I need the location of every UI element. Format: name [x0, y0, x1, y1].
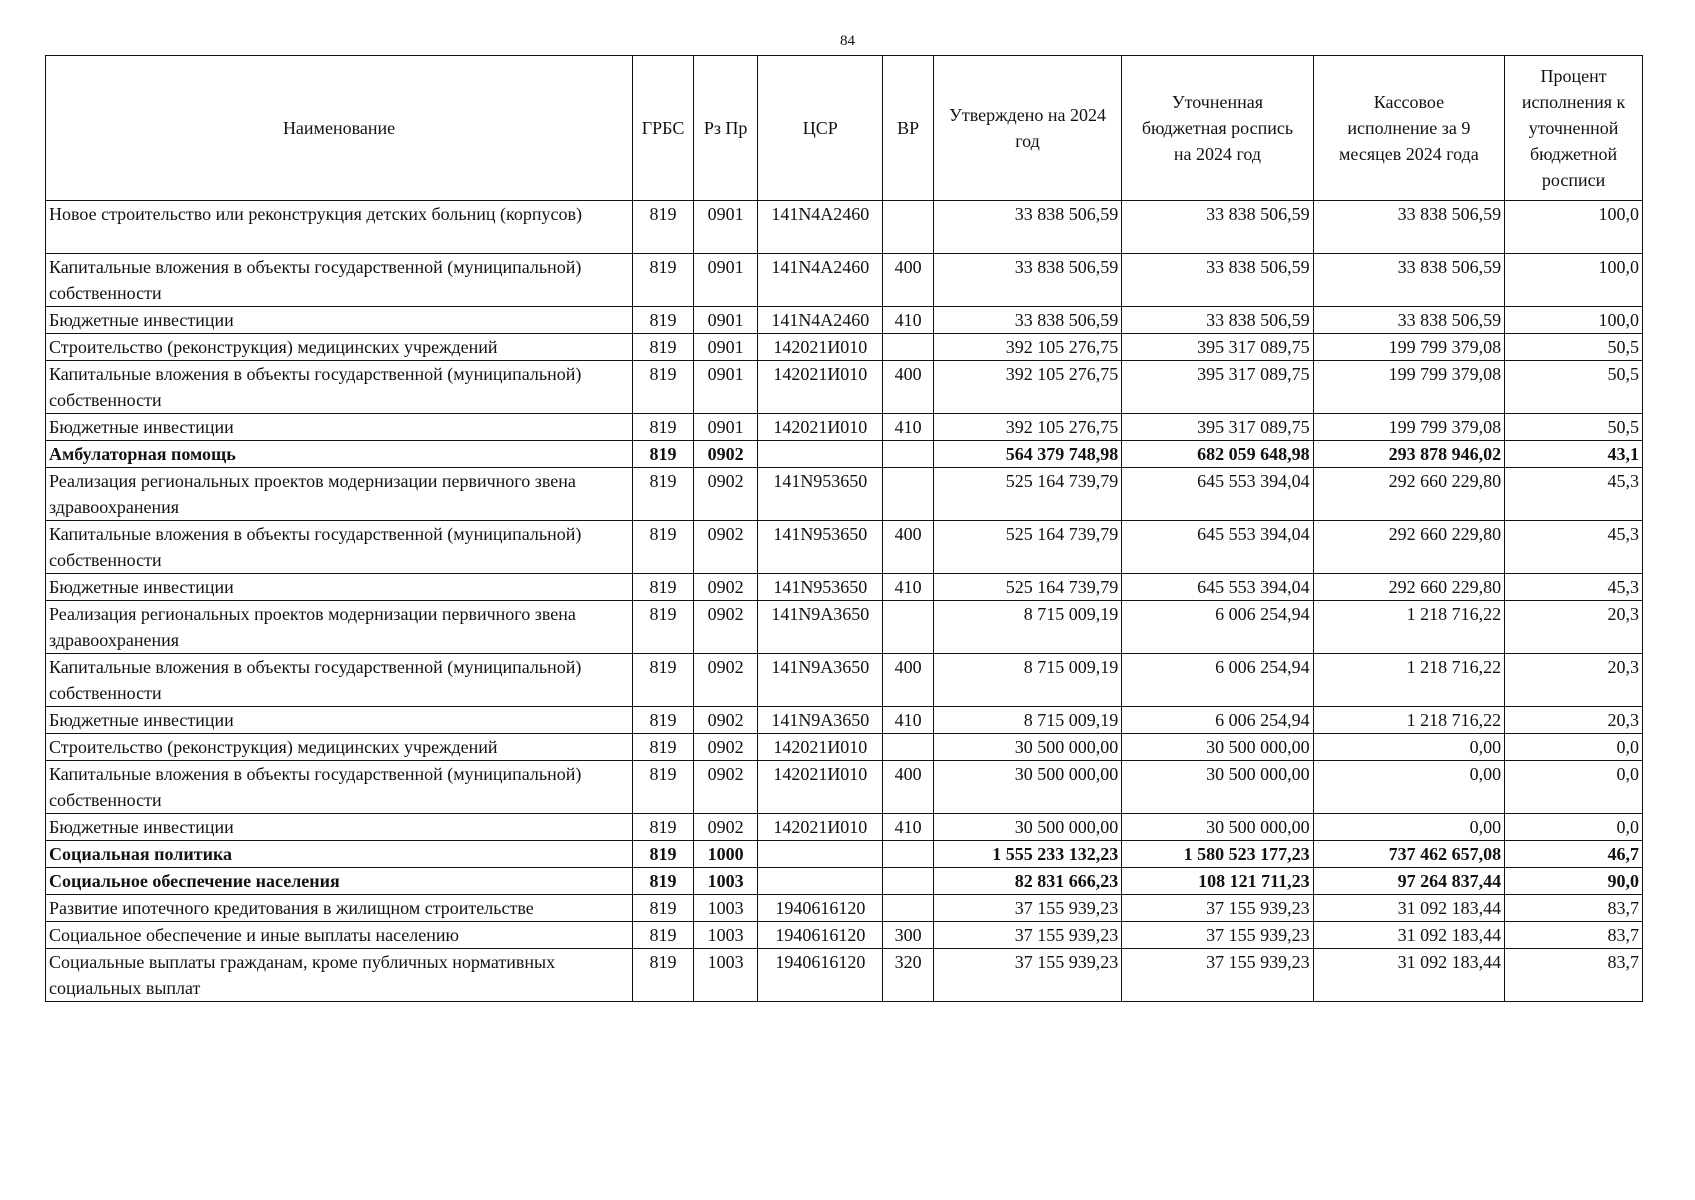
- cell-refined: 645 553 394,04: [1122, 468, 1313, 521]
- cell-csr: 141N4A2460: [758, 307, 883, 334]
- cell-vr: [883, 201, 933, 254]
- cell-cash: 0,00: [1313, 814, 1504, 841]
- cell-vr: [883, 441, 933, 468]
- cell-cash: 737 462 657,08: [1313, 841, 1504, 868]
- table-row: [46, 414, 1643, 441]
- cell-name: Амбулаторная помощь: [46, 441, 633, 468]
- cell-refined: 645 553 394,04: [1122, 521, 1313, 574]
- cell-name: Реализация региональных проектов модернизации первичного звена здравоохранения: [46, 468, 633, 521]
- cell-percent: 0,0: [1505, 734, 1643, 761]
- cell-name: Бюджетные инвестиции: [46, 814, 633, 841]
- cell-percent: 45,3: [1505, 468, 1643, 521]
- cell-cash: 1 218 716,22: [1313, 601, 1504, 654]
- cell-approved: 30 500 000,00: [933, 814, 1121, 841]
- cell-grbs: 819: [633, 601, 694, 654]
- cell-approved: 8 715 009,19: [933, 707, 1121, 734]
- cell-vr: 400: [883, 761, 933, 814]
- cell-rzpr: 1003: [694, 895, 758, 922]
- cell-cash: 0,00: [1313, 734, 1504, 761]
- cell-vr: 410: [883, 307, 933, 334]
- cell-approved: 525 164 739,79: [933, 574, 1121, 601]
- table-row: [46, 654, 1643, 707]
- table-row: [46, 441, 1643, 468]
- table-row: [46, 895, 1643, 922]
- cell-approved: 525 164 739,79: [933, 521, 1121, 574]
- cell-name: Строительство (реконструкция) медицинских учреждений: [46, 334, 633, 361]
- header-percent: Процент исполнения к уточненной бюджетной росписи: [1505, 56, 1643, 201]
- cell-cash: 33 838 506,59: [1313, 307, 1504, 334]
- cell-vr: 400: [883, 521, 933, 574]
- cell-csr: 142021И010: [758, 414, 883, 441]
- table-row: [46, 574, 1643, 601]
- cell-refined: 6 006 254,94: [1122, 654, 1313, 707]
- cell-csr: [758, 868, 883, 895]
- cell-csr: 141N4A2460: [758, 254, 883, 307]
- cell-name: Строительство (реконструкция) медицинских учреждений: [46, 734, 633, 761]
- cell-vr: 320: [883, 949, 933, 1002]
- cell-rzpr: 1000: [694, 841, 758, 868]
- cell-name: Социальное обеспечение и иные выплаты населению: [46, 922, 633, 949]
- cell-approved: 564 379 748,98: [933, 441, 1121, 468]
- cell-csr: 142021И010: [758, 761, 883, 814]
- cell-csr: 141N4A2460: [758, 201, 883, 254]
- cell-approved: 30 500 000,00: [933, 734, 1121, 761]
- cell-vr: [883, 334, 933, 361]
- cell-csr: 141N9A3650: [758, 601, 883, 654]
- cell-grbs: 819: [633, 254, 694, 307]
- cell-csr: 142021И010: [758, 334, 883, 361]
- cell-percent: 50,5: [1505, 414, 1643, 441]
- cell-cash: 292 660 229,80: [1313, 574, 1504, 601]
- cell-name: Капитальные вложения в объекты государственной (муниципальной) собственности: [46, 361, 633, 414]
- page-number: 84: [840, 33, 855, 49]
- cell-rzpr: 0901: [694, 254, 758, 307]
- cell-rzpr: 0901: [694, 307, 758, 334]
- cell-grbs: 819: [633, 414, 694, 441]
- cell-percent: 43,1: [1505, 441, 1643, 468]
- cell-percent: 83,7: [1505, 922, 1643, 949]
- cell-cash: 199 799 379,08: [1313, 414, 1504, 441]
- cell-vr: [883, 601, 933, 654]
- header-grbs: ГРБС: [633, 56, 694, 201]
- cell-csr: 1940616120: [758, 949, 883, 1002]
- cell-grbs: 819: [633, 814, 694, 841]
- cell-refined: 108 121 711,23: [1122, 868, 1313, 895]
- cell-percent: 20,3: [1505, 654, 1643, 707]
- cell-percent: 45,3: [1505, 574, 1643, 601]
- cell-name: Социальная политика: [46, 841, 633, 868]
- cell-name: Капитальные вложения в объекты государственной (муниципальной) собственности: [46, 521, 633, 574]
- cell-vr: 400: [883, 654, 933, 707]
- cell-csr: 142021И010: [758, 734, 883, 761]
- table-body: [46, 201, 1643, 1002]
- cell-refined: 395 317 089,75: [1122, 361, 1313, 414]
- cell-percent: 83,7: [1505, 895, 1643, 922]
- cell-vr: 300: [883, 922, 933, 949]
- cell-cash: 31 092 183,44: [1313, 949, 1504, 1002]
- cell-vr: 410: [883, 414, 933, 441]
- cell-percent: 100,0: [1505, 254, 1643, 307]
- table-row: [46, 734, 1643, 761]
- cell-cash: 97 264 837,44: [1313, 868, 1504, 895]
- cell-csr: 1940616120: [758, 922, 883, 949]
- table-row: [46, 949, 1643, 1002]
- cell-rzpr: 0901: [694, 361, 758, 414]
- cell-cash: 292 660 229,80: [1313, 521, 1504, 574]
- cell-refined: 395 317 089,75: [1122, 334, 1313, 361]
- cell-vr: [883, 895, 933, 922]
- cell-refined: 33 838 506,59: [1122, 201, 1313, 254]
- cell-approved: 37 155 939,23: [933, 895, 1121, 922]
- cell-rzpr: 0902: [694, 468, 758, 521]
- table-row: [46, 521, 1643, 574]
- cell-rzpr: 0902: [694, 707, 758, 734]
- cell-approved: 37 155 939,23: [933, 922, 1121, 949]
- table-row: [46, 841, 1643, 868]
- cell-percent: 20,3: [1505, 601, 1643, 654]
- cell-vr: [883, 868, 933, 895]
- cell-cash: 0,00: [1313, 761, 1504, 814]
- cell-refined: 30 500 000,00: [1122, 734, 1313, 761]
- cell-approved: 392 105 276,75: [933, 334, 1121, 361]
- cell-cash: 292 660 229,80: [1313, 468, 1504, 521]
- cell-refined: 33 838 506,59: [1122, 307, 1313, 334]
- table-row: [46, 307, 1643, 334]
- cell-csr: 141N9A3650: [758, 707, 883, 734]
- cell-percent: 20,3: [1505, 707, 1643, 734]
- table-row: [46, 468, 1643, 521]
- cell-approved: 33 838 506,59: [933, 201, 1121, 254]
- cell-refined: 37 155 939,23: [1122, 922, 1313, 949]
- cell-cash: 293 878 946,02: [1313, 441, 1504, 468]
- cell-rzpr: 0901: [694, 201, 758, 254]
- header-rzpr: Рз Пр: [694, 56, 758, 201]
- cell-approved: 8 715 009,19: [933, 654, 1121, 707]
- cell-vr: 410: [883, 574, 933, 601]
- cell-refined: 30 500 000,00: [1122, 814, 1313, 841]
- cell-vr: 410: [883, 814, 933, 841]
- cell-percent: 100,0: [1505, 201, 1643, 254]
- header-vr: ВР: [883, 56, 933, 201]
- cell-approved: 1 555 233 132,23: [933, 841, 1121, 868]
- cell-grbs: 819: [633, 868, 694, 895]
- cell-name: Социальное обеспечение населения: [46, 868, 633, 895]
- cell-grbs: 819: [633, 949, 694, 1002]
- cell-grbs: 819: [633, 574, 694, 601]
- cell-approved: 392 105 276,75: [933, 361, 1121, 414]
- cell-name: Реализация региональных проектов модернизации первичного звена здравоохранения: [46, 601, 633, 654]
- cell-csr: 141N953650: [758, 574, 883, 601]
- cell-approved: 33 838 506,59: [933, 307, 1121, 334]
- cell-grbs: 819: [633, 654, 694, 707]
- cell-name: Новое строительство или реконструкция детских больниц (корпусов): [46, 201, 633, 254]
- table-row: [46, 761, 1643, 814]
- header-csr: ЦСР: [758, 56, 883, 201]
- cell-rzpr: 1003: [694, 922, 758, 949]
- table-row: [46, 201, 1643, 254]
- cell-csr: 141N953650: [758, 521, 883, 574]
- budget-table-container: [45, 55, 1643, 1002]
- cell-name: Социальные выплаты гражданам, кроме публичных нормативных социальных выплат: [46, 949, 633, 1002]
- cell-grbs: 819: [633, 734, 694, 761]
- cell-rzpr: 1003: [694, 868, 758, 895]
- cell-cash: 1 218 716,22: [1313, 707, 1504, 734]
- cell-percent: 46,7: [1505, 841, 1643, 868]
- cell-vr: 410: [883, 707, 933, 734]
- cell-rzpr: 0902: [694, 601, 758, 654]
- budget-table: [45, 55, 1643, 1002]
- cell-rzpr: 0902: [694, 654, 758, 707]
- cell-cash: 31 092 183,44: [1313, 922, 1504, 949]
- cell-grbs: 819: [633, 468, 694, 521]
- header-approved: Утверждено на 2024 год: [933, 56, 1121, 201]
- cell-rzpr: 0901: [694, 414, 758, 441]
- cell-rzpr: 0902: [694, 521, 758, 574]
- cell-vr: 400: [883, 254, 933, 307]
- cell-refined: 30 500 000,00: [1122, 761, 1313, 814]
- cell-percent: 0,0: [1505, 761, 1643, 814]
- cell-csr: 142021И010: [758, 361, 883, 414]
- cell-refined: 33 838 506,59: [1122, 254, 1313, 307]
- cell-vr: 400: [883, 361, 933, 414]
- cell-name: Капитальные вложения в объекты государственной (муниципальной) собственности: [46, 761, 633, 814]
- cell-grbs: 819: [633, 761, 694, 814]
- cell-csr: 141N9A3650: [758, 654, 883, 707]
- cell-approved: 392 105 276,75: [933, 414, 1121, 441]
- table-row: [46, 868, 1643, 895]
- table-row: [46, 814, 1643, 841]
- cell-vr: [883, 734, 933, 761]
- cell-grbs: 819: [633, 521, 694, 574]
- cell-rzpr: 0902: [694, 441, 758, 468]
- cell-rzpr: 0902: [694, 814, 758, 841]
- table-row: [46, 254, 1643, 307]
- cell-refined: 1 580 523 177,23: [1122, 841, 1313, 868]
- cell-approved: 37 155 939,23: [933, 949, 1121, 1002]
- cell-refined: 6 006 254,94: [1122, 707, 1313, 734]
- cell-grbs: 819: [633, 334, 694, 361]
- table-header: [46, 56, 1643, 201]
- cell-name: Бюджетные инвестиции: [46, 707, 633, 734]
- cell-vr: [883, 841, 933, 868]
- cell-csr: 141N953650: [758, 468, 883, 521]
- table-row: [46, 361, 1643, 414]
- cell-refined: 645 553 394,04: [1122, 574, 1313, 601]
- header-cash: Кассовое исполнение за 9 месяцев 2024 года: [1313, 56, 1504, 201]
- cell-cash: 33 838 506,59: [1313, 254, 1504, 307]
- cell-percent: 90,0: [1505, 868, 1643, 895]
- cell-cash: 199 799 379,08: [1313, 361, 1504, 414]
- cell-grbs: 819: [633, 707, 694, 734]
- cell-grbs: 819: [633, 895, 694, 922]
- cell-refined: 395 317 089,75: [1122, 414, 1313, 441]
- header-refined: Уточненная бюджетная роспись на 2024 год: [1122, 56, 1313, 201]
- cell-grbs: 819: [633, 922, 694, 949]
- table-row: [46, 601, 1643, 654]
- cell-percent: 83,7: [1505, 949, 1643, 1002]
- cell-rzpr: 0901: [694, 334, 758, 361]
- cell-cash: 33 838 506,59: [1313, 201, 1504, 254]
- cell-csr: 142021И010: [758, 814, 883, 841]
- cell-grbs: 819: [633, 307, 694, 334]
- cell-csr: 1940616120: [758, 895, 883, 922]
- cell-grbs: 819: [633, 201, 694, 254]
- cell-percent: 50,5: [1505, 334, 1643, 361]
- cell-approved: 525 164 739,79: [933, 468, 1121, 521]
- cell-approved: 33 838 506,59: [933, 254, 1121, 307]
- cell-percent: 45,3: [1505, 521, 1643, 574]
- cell-grbs: 819: [633, 361, 694, 414]
- cell-approved: 8 715 009,19: [933, 601, 1121, 654]
- cell-name: Капитальные вложения в объекты государственной (муниципальной) собственности: [46, 254, 633, 307]
- cell-percent: 50,5: [1505, 361, 1643, 414]
- cell-cash: 199 799 379,08: [1313, 334, 1504, 361]
- cell-cash: 1 218 716,22: [1313, 654, 1504, 707]
- cell-name: Бюджетные инвестиции: [46, 574, 633, 601]
- cell-vr: [883, 468, 933, 521]
- cell-refined: 37 155 939,23: [1122, 895, 1313, 922]
- cell-name: Развитие ипотечного кредитования в жилищном строительстве: [46, 895, 633, 922]
- cell-rzpr: 1003: [694, 949, 758, 1002]
- cell-name: Бюджетные инвестиции: [46, 307, 633, 334]
- cell-csr: [758, 441, 883, 468]
- cell-refined: 37 155 939,23: [1122, 949, 1313, 1002]
- cell-approved: 82 831 666,23: [933, 868, 1121, 895]
- cell-refined: 6 006 254,94: [1122, 601, 1313, 654]
- cell-cash: 31 092 183,44: [1313, 895, 1504, 922]
- cell-percent: 100,0: [1505, 307, 1643, 334]
- cell-grbs: 819: [633, 441, 694, 468]
- cell-percent: 0,0: [1505, 814, 1643, 841]
- cell-rzpr: 0902: [694, 574, 758, 601]
- cell-refined: 682 059 648,98: [1122, 441, 1313, 468]
- cell-csr: [758, 841, 883, 868]
- table-row: [46, 334, 1643, 361]
- cell-rzpr: 0902: [694, 734, 758, 761]
- cell-grbs: 819: [633, 841, 694, 868]
- cell-rzpr: 0902: [694, 761, 758, 814]
- header-name: Наименование: [46, 56, 633, 201]
- table-row: [46, 922, 1643, 949]
- cell-approved: 30 500 000,00: [933, 761, 1121, 814]
- table-row: [46, 707, 1643, 734]
- cell-name: Бюджетные инвестиции: [46, 414, 633, 441]
- cell-name: Капитальные вложения в объекты государственной (муниципальной) собственности: [46, 654, 633, 707]
